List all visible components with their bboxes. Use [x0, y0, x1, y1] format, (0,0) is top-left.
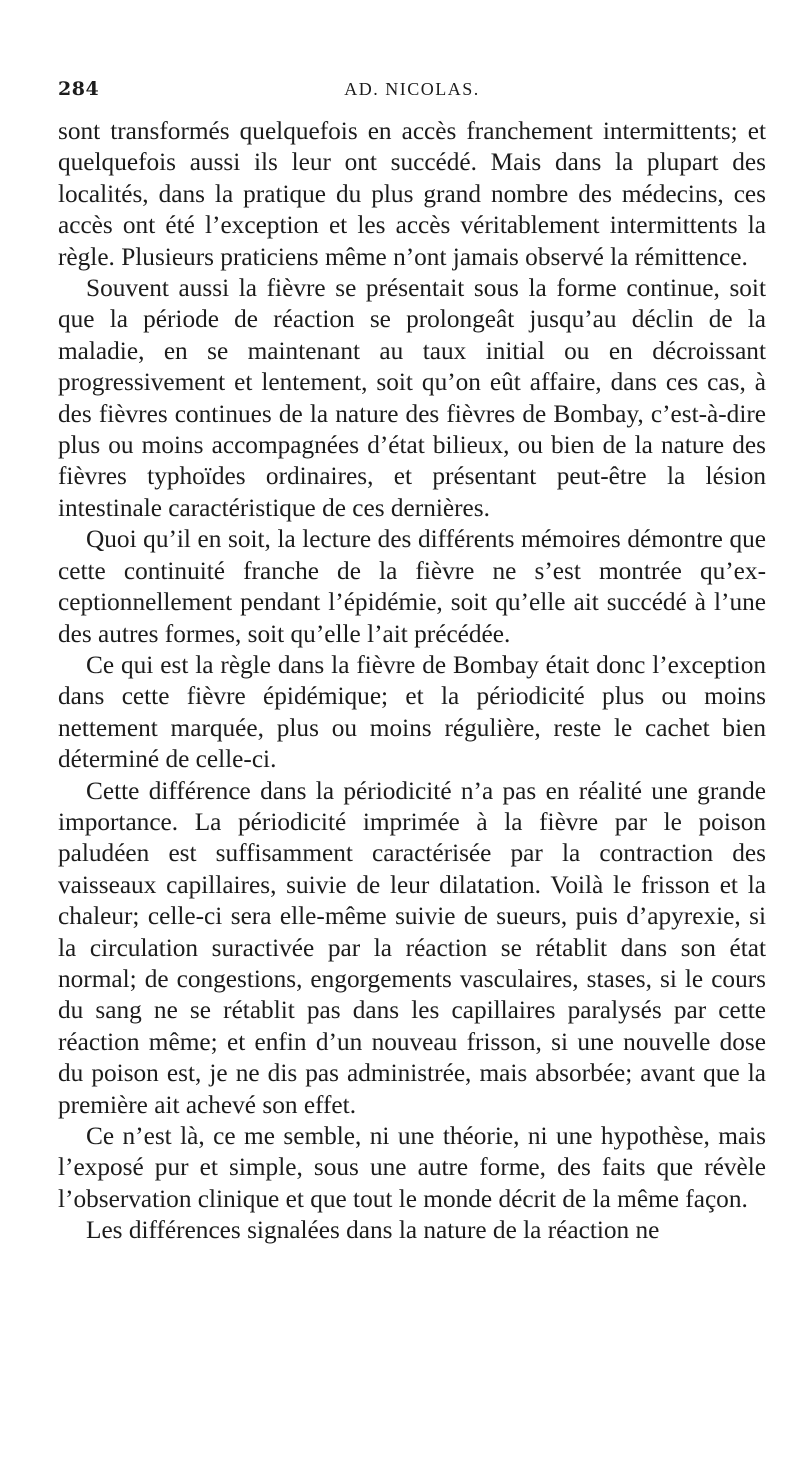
paragraph: Ce n’est là, ce me semble, ni une théorie, ni une hypothèse, mais l’exposé pur et simple, sous une autre forme, des faits que révèle l’observation clinique et que tout le monde décrit de la même façon. — [58, 1122, 766, 1213]
paragraph: Les différences signalées dans la nature de la réaction ne — [86, 1216, 660, 1245]
paragraph: Souvent aussi la fièvre se présentait sous la forme continue, soit que la période de réaction se prolongeât jusqu’au déclin de la maladie, en se maintenant au taux initial ou en décroissant progressivement et lentement, soit qu’on eût affaire, dans ces cas, à des fièvres continues de la nature des fièvres de Bombay, c’est-à-dire plus ou moins accompagnées d’état bilieux, ou bien de la nature des fièvres typhoïdes ordinaires, et présentant peut-être la lésion intestinale caractéristique de ces dernières. — [58, 274, 766, 522]
book-page — [58, 78, 766, 1247]
page-number: 284 — [58, 78, 100, 100]
paragraph: sont transformés quelquefois en accès franchement intermittents; et quelquefois aussi ils leur ont succédé. Mais dans la plupart des localités, dans la pratique du plus grand nombre des médecins, ces accès ont été l’exception et les accès véritablement intermittents la règle. Plusieurs praticiens même n’ont jamais observé la rémittence. — [58, 117, 766, 271]
paragraph: Cette différence dans la périodicité n’a pas en réalité une grande importance. La périodicité imprimée à la fièvre par le poison paludéen est suffisamment caractérisée par la contraction des vaisseaux capillaires, suivie de leur dilatation. Voilà le frisson et la chaleur; celle-ci sera elle-même suivie de sueurs, puis d’apyrexie, si la circulation suractivée par la réaction se rétablit dans son état normal; de congestions, engorgements vasculaires, stases, si le cours du sang ne se rétablit pas dans les capillaires paralysés par cette réaction même; et enfin d’un nouveau frisson, si une nouvelle dose du poison est, je ne dis pas administrée, mais absorbée; avant que la première ait achevé son effet. — [58, 776, 766, 1119]
running-title: AD. NICOLAS. — [344, 79, 480, 99]
paragraph: Quoi qu’il en soit, la lecture des différents mémoires démontre que cette continuité franche de la fièvre ne s’est montrée qu’exceptionnellement pendant l’épidémie, soit qu’elle ait succédé à l’une des autres formes, soit qu’elle l’ait précédée. — [58, 525, 766, 648]
paragraph: Ce qui est la règle dans la fièvre de Bombay était donc l’exception dans cette fièvre épidémique; et la périodicité plus ou moins nettement marquée, plus ou moins régulière, reste le cachet bien déterminé de celle-ci. — [58, 650, 766, 774]
running-head — [58, 78, 766, 108]
body-text — [58, 116, 766, 1247]
